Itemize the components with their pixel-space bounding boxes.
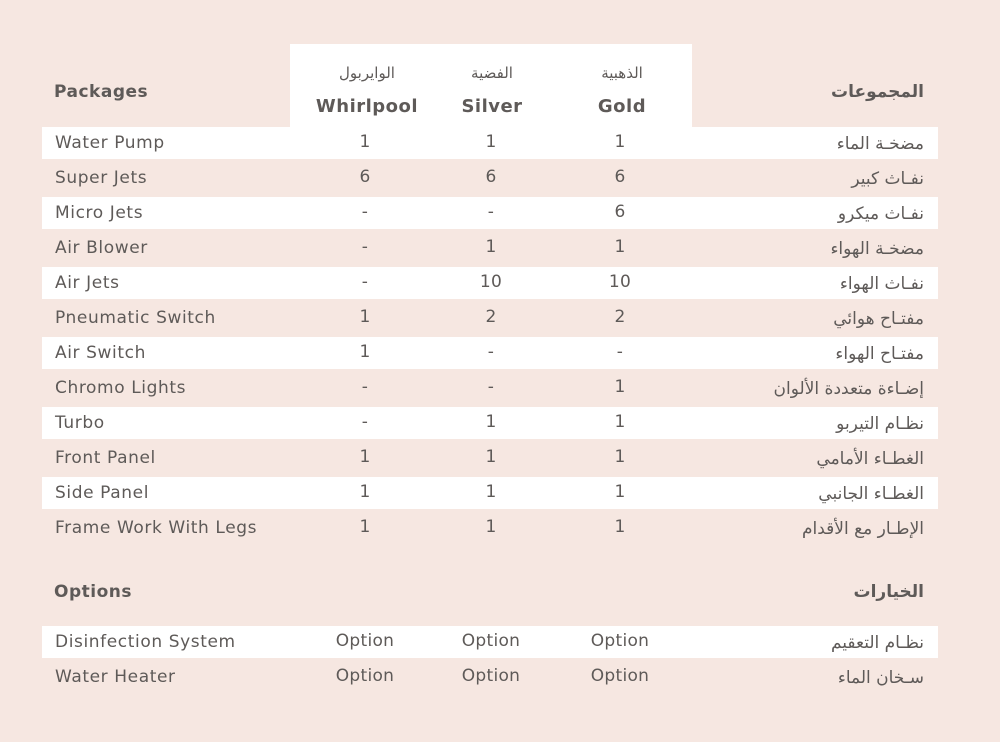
row-value: 1 xyxy=(485,482,497,502)
row-label-ar: مضخـة الماء xyxy=(836,134,924,154)
row-value: 1 xyxy=(359,517,371,537)
column-header-ar: الذهبية xyxy=(601,64,643,82)
table-row xyxy=(42,407,938,439)
row-value: 1 xyxy=(359,482,371,502)
row-value: 1 xyxy=(614,132,626,152)
row-value: 1 xyxy=(614,412,626,432)
row-label-ar: مفتـاح الهواء xyxy=(835,344,924,364)
row-value: 1 xyxy=(359,132,371,152)
row-label-en: Air Jets xyxy=(55,273,120,293)
row-value: 6 xyxy=(614,202,626,222)
row-value: - xyxy=(616,342,624,362)
row-value: - xyxy=(361,202,369,222)
row-value: 10 xyxy=(608,272,632,292)
row-value: - xyxy=(487,202,495,222)
column-header-en: Gold xyxy=(597,96,647,117)
row-value: 1 xyxy=(614,237,626,257)
column-header-en: Whirlpool xyxy=(315,96,419,117)
row-label-ar: نفـاث الهواء xyxy=(839,274,924,294)
table-row xyxy=(42,442,938,474)
row-value: 1 xyxy=(359,342,371,362)
row-value: 6 xyxy=(485,167,497,187)
row-label-en: Frame Work With Legs xyxy=(55,518,258,538)
table-row xyxy=(42,302,938,334)
row-value: - xyxy=(361,272,369,292)
table-row xyxy=(42,337,938,369)
row-label-ar: نفـاث كبير xyxy=(851,169,924,189)
row-label-ar: إضـاءة متعددة الألوان xyxy=(773,379,924,399)
row-label-ar: الإطـار مع الأقدام xyxy=(802,519,924,539)
options-heading: Options xyxy=(54,582,132,602)
row-value: Option xyxy=(335,631,395,651)
row-value: Option xyxy=(461,631,521,651)
row-label-en: Air Switch xyxy=(55,343,146,363)
row-value: 2 xyxy=(485,307,497,327)
row-value: - xyxy=(487,342,495,362)
row-value: Option xyxy=(461,666,521,686)
column-header-ar: الوايربول xyxy=(339,64,395,82)
row-label-ar: الغطـاء الجانبي xyxy=(818,484,924,504)
row-value: 6 xyxy=(614,167,626,187)
options-heading-ar: الخيارات xyxy=(853,582,924,602)
row-value: 10 xyxy=(479,272,503,292)
row-label-ar: مضخـة الهواء xyxy=(830,239,924,259)
row-value: - xyxy=(487,377,495,397)
row-value: Option xyxy=(590,666,650,686)
row-label-ar: الغطـاء الأمامي xyxy=(816,449,924,469)
row-value: 1 xyxy=(359,447,371,467)
table-row xyxy=(42,127,938,159)
row-value: - xyxy=(361,377,369,397)
row-value: - xyxy=(361,412,369,432)
row-label-en: Air Blower xyxy=(55,238,148,258)
row-value: 1 xyxy=(485,237,497,257)
row-value: 2 xyxy=(614,307,626,327)
row-value: 6 xyxy=(359,167,371,187)
column-header-en: Silver xyxy=(461,96,523,117)
row-label-ar: نظـام التيربو xyxy=(836,414,924,434)
row-label-ar: مفتـاح هوائي xyxy=(833,309,924,329)
row-label-ar: نفـاث ميكرو xyxy=(837,204,924,224)
row-value: 1 xyxy=(359,307,371,327)
row-label-ar: نظـام التعقيم xyxy=(830,633,924,653)
row-label-en: Disinfection System xyxy=(55,632,236,652)
row-value: 1 xyxy=(614,482,626,502)
row-value: Option xyxy=(590,631,650,651)
table-row xyxy=(42,661,938,693)
row-label-en: Micro Jets xyxy=(55,203,144,223)
row-value: 1 xyxy=(485,517,497,537)
row-value: 1 xyxy=(614,447,626,467)
table-row xyxy=(42,512,938,544)
row-label-en: Pneumatic Switch xyxy=(55,308,216,328)
row-label-en: Chromo Lights xyxy=(55,378,187,398)
column-header-ar: الفضية xyxy=(471,64,513,82)
table-row xyxy=(42,626,938,658)
row-value: 1 xyxy=(485,447,497,467)
row-value: - xyxy=(361,237,369,257)
table-row xyxy=(42,162,938,194)
table-row xyxy=(42,197,938,229)
packages-heading: Packages xyxy=(54,82,149,102)
row-label-en: Water Heater xyxy=(55,667,176,687)
row-value: 1 xyxy=(614,377,626,397)
packages-heading-ar: المجموعات xyxy=(831,82,924,102)
table-row xyxy=(42,232,938,264)
row-label-en: Front Panel xyxy=(55,448,156,468)
row-value: 1 xyxy=(485,132,497,152)
row-label-en: Side Panel xyxy=(55,483,150,503)
table-row xyxy=(42,267,938,299)
row-label-en: Super Jets xyxy=(55,168,148,188)
row-label-en: Turbo xyxy=(55,413,105,433)
row-value: Option xyxy=(335,666,395,686)
table-row xyxy=(42,477,938,509)
row-value: 1 xyxy=(485,412,497,432)
row-value: 1 xyxy=(614,517,626,537)
table-row xyxy=(42,372,938,404)
row-label-en: Water Pump xyxy=(55,133,165,153)
row-label-ar: سـخان الماء xyxy=(837,668,924,688)
